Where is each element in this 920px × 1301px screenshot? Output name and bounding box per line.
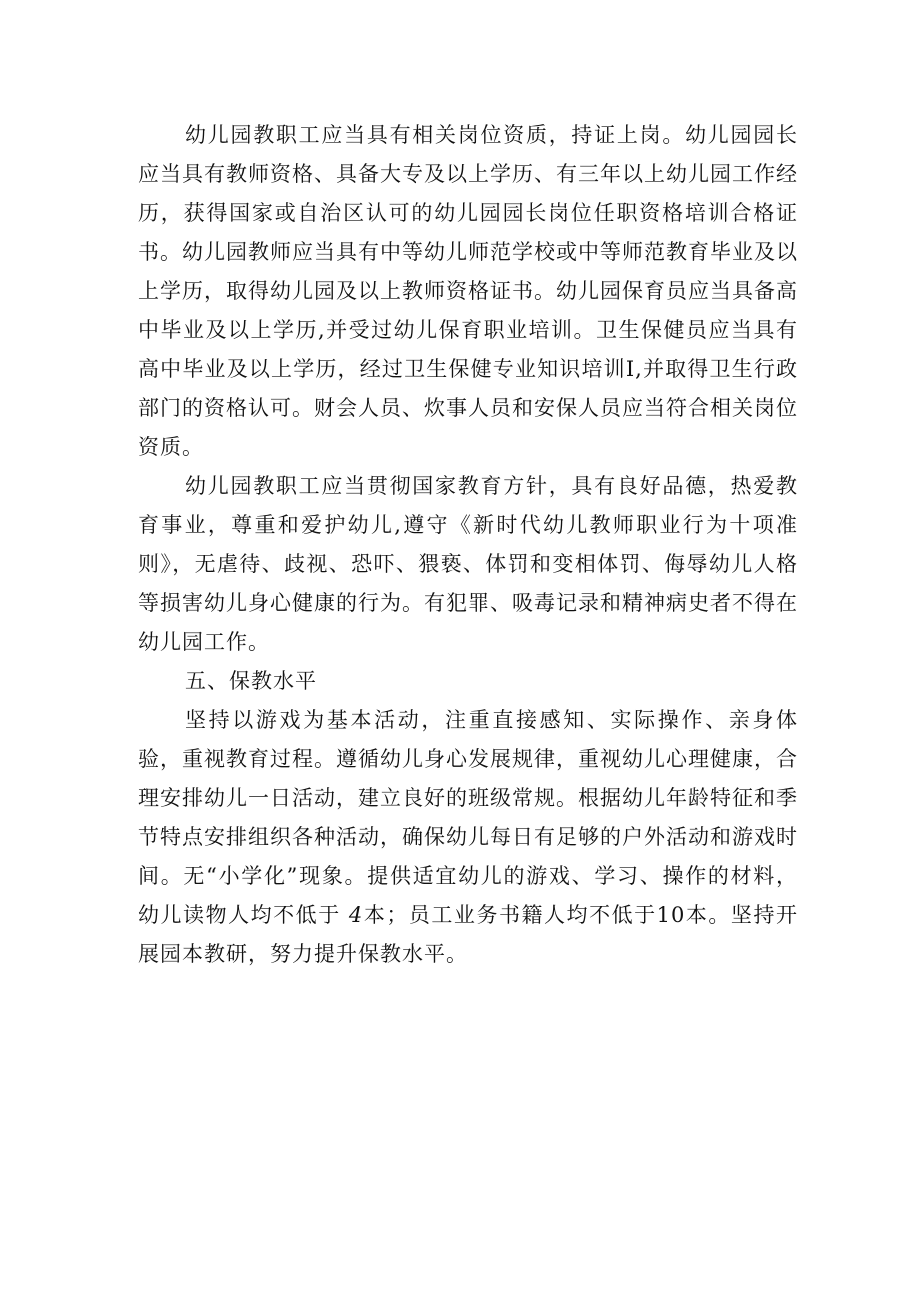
paragraph-staff-qualifications: 幼儿园教职工应当具有相关岗位资质，持证上岗。幼儿园园长应当具有教师资格、具备大专及以上学历、有三年以上幼儿园工作经历，获得国家或自治区认可的幼儿园园长岗位任职资格培训合格证书。幼儿园教师应当具有中等幼儿师范学校或中等师范教育毕业及以上学历，取得幼儿园及以上教师资格证书。幼儿园保育员应当具备高中毕业及以上学历,并受过幼儿保育职业培训。卫生保健员应当具有高中毕业及以上学历，经过卫生保健专业知识培训I,并取得卫生行政部门的资格认可。财会人员、炊事人员和安保人员应当符合相关岗位资质。: [138, 123, 798, 459]
books-per-child-number: 4: [348, 903, 364, 927]
section-heading: 五、保教水平: [185, 669, 317, 693]
paragraph-education-level: [138, 701, 798, 974]
paragraph-staff-ethics: 幼儿园教职工应当贯彻国家教育方针，具有良好品德，热爱教育事业，尊重和爱护幼儿,遵守《新时代幼儿教师职业行为十项准则》，无虐待、歧视、恐吓、猥亵、体罚和变相体罚、侮辱幼儿人格等损害幼儿身心健康的行为。有犯罪、吸毒记录和精神病史者不得在幼儿园工作。: [138, 474, 798, 654]
paragraph-text-part-2: 本；员工业务书籍人均不低于10本。坚持开展园本教研，努力提升保教水平。: [138, 903, 798, 966]
document-page: [138, 116, 798, 974]
paragraph-text-part-1: 坚持以游戏为基本活动，注重直接感知、实际操作、亲身体验，重视教育过程。遵循幼儿身心发展规律，重视幼儿心理健康，合理安排幼儿一日活动，建立良好的班级常规。根据幼儿年龄特征和季节特点安排组织各种活动，确保幼儿每日有足够的户外活动和游戏时间。无“小学化”现象。提供适宜幼儿的游戏、学习、操作的材料，幼儿读物人均不低于: [138, 708, 798, 927]
